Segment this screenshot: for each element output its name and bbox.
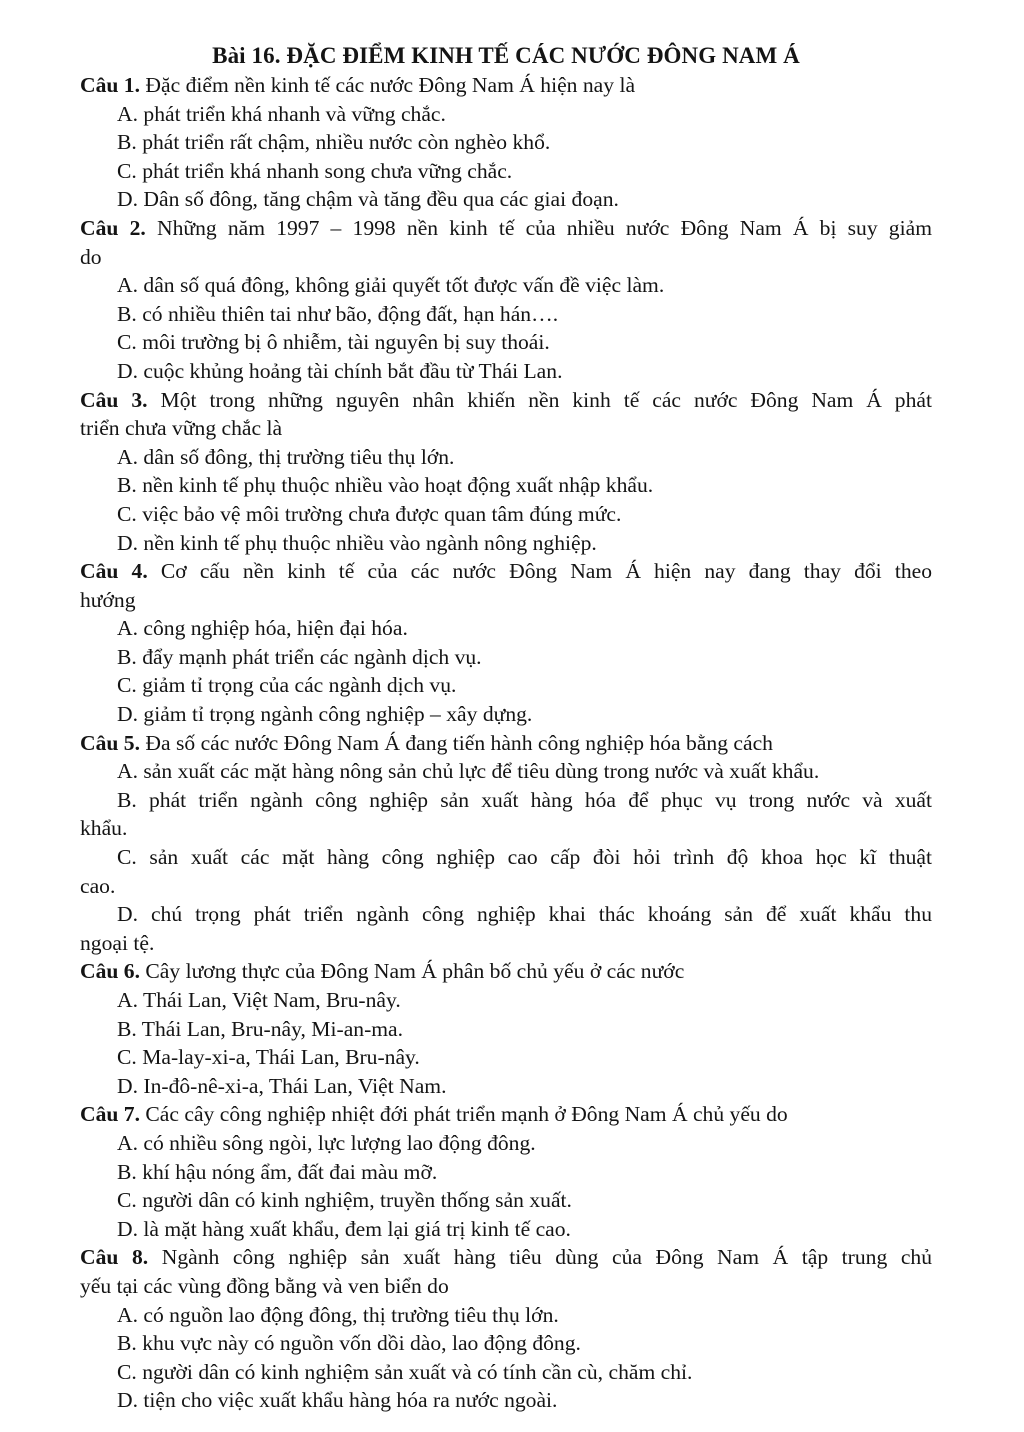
- answer-option-text: A. phát triển khá nhanh và vững chắc.: [117, 101, 446, 126]
- answer-option-text: D. chú trọng phát triển ngành công nghiệp khai thác khoáng sản để xuất khẩu thu: [117, 902, 932, 927]
- answer-option-text: D. giảm tỉ trọng ngành công nghiệp – xây dựng.: [117, 702, 533, 727]
- answer-option-line: [80, 872, 932, 901]
- answer-option-line: [80, 185, 932, 214]
- question-block: [80, 214, 932, 386]
- answer-option-line: [80, 757, 932, 786]
- answer-option-text: C. sản xuất các mặt hàng công nghiệp cao cấp đòi hỏi trình độ khoa học kĩ thuật: [117, 845, 932, 870]
- question-stem-text: Ngành công nghiệp sản xuất hàng tiêu dùng của Đông Nam Á tập trung chủ: [161, 1245, 932, 1270]
- question-block: [80, 1243, 932, 1415]
- answer-option-line: [80, 1158, 932, 1187]
- answer-option-text: D. là mặt hàng xuất khẩu, đem lại giá trị kinh tế cao.: [117, 1216, 571, 1241]
- question-stem-line: [80, 729, 932, 758]
- question-stem-line: [80, 386, 932, 415]
- question-stem-line: [80, 71, 932, 100]
- answer-option-text: C. người dân có kinh nghiệm, truyền thống sản xuất.: [117, 1188, 572, 1213]
- answer-option-line: [80, 643, 932, 672]
- question-stem-text: Cơ cấu nền kinh tế của các nước Đông Nam Á hiện nay đang thay đổi theo: [160, 559, 932, 584]
- answer-option-text: A. có nguồn lao động đông, thị trường tiêu thụ lớn.: [117, 1302, 559, 1327]
- answer-option-text: khẩu.: [80, 816, 128, 841]
- question-stem-line: [80, 214, 932, 243]
- question-stem-line: [80, 1272, 932, 1301]
- answer-option-line: [80, 157, 932, 186]
- question-stem-text: hướng: [80, 587, 136, 612]
- answer-option-text: C. môi trường bị ô nhiễm, tài nguyên bị suy thoái.: [117, 330, 550, 355]
- answer-option-text: D. tiện cho việc xuất khẩu hàng hóa ra nước ngoài.: [117, 1388, 558, 1413]
- answer-option-text: C. việc bảo vệ môi trường chưa được quan tâm đúng mức.: [117, 501, 622, 526]
- answer-option-text: C. giảm tỉ trọng của các ngành dịch vụ.: [117, 673, 457, 698]
- question-stem-line: [80, 586, 932, 615]
- question-number: Câu 8.: [80, 1245, 149, 1270]
- question-number: Câu 1.: [80, 73, 140, 97]
- question-number: Câu 3.: [80, 387, 148, 412]
- question-stem-text: Cây lương thực của Đông Nam Á phân bố chủ yếu ở các nước: [145, 959, 685, 984]
- question-list: [80, 71, 932, 1415]
- answer-option-text: B. phát triển rất chậm, nhiều nước còn nghèo khổ.: [117, 130, 551, 155]
- answer-option-text: B. đẩy mạnh phát triển các ngành dịch vụ.: [117, 644, 482, 669]
- answer-option-line: [80, 443, 932, 472]
- question-stem-line: [80, 414, 932, 443]
- question-number: Câu 6.: [80, 959, 140, 984]
- question-block: [80, 957, 932, 1100]
- answer-option-line: [80, 1301, 932, 1330]
- question-number: Câu 5.: [80, 730, 140, 755]
- answer-option-line: [80, 986, 932, 1015]
- answer-option-text: ngoại tệ.: [80, 930, 155, 955]
- question-block: [80, 557, 932, 729]
- answer-option-text: D. In-đô-nê-xi-a, Thái Lan, Việt Nam.: [117, 1073, 447, 1098]
- answer-option-line: [80, 529, 932, 558]
- question-stem-text: Một trong những nguyên nhân khiến nền kinh tế các nước Đông Nam Á phát: [160, 387, 932, 412]
- answer-option-text: B. nền kinh tế phụ thuộc nhiều vào hoạt động xuất nhập khẩu.: [117, 473, 654, 498]
- answer-option-line: [80, 1129, 932, 1158]
- answer-option-line: [80, 700, 932, 729]
- answer-option-line: [80, 500, 932, 529]
- document-title: Bài 16. ĐẶC ĐIỂM KINH TẾ CÁC NƯỚC ĐÔNG NAM Á: [212, 43, 800, 68]
- answer-option-line: [80, 271, 932, 300]
- answer-option-line: [80, 900, 932, 929]
- question-stem-line: [80, 557, 932, 586]
- answer-option-line: [80, 357, 932, 386]
- answer-option-text: A. dân số đông, thị trường tiêu thụ lớn.: [117, 444, 455, 469]
- question-stem-text: triển chưa vững chắc là: [80, 416, 283, 441]
- answer-option-line: [80, 1358, 932, 1387]
- question-stem-text: Đặc điểm nền kinh tế các nước Đông Nam Á hiện nay là: [145, 73, 636, 97]
- question-block: [80, 1100, 932, 1243]
- answer-option-line: [80, 1215, 932, 1244]
- answer-option-text: D. cuộc khủng hoảng tài chính bắt đầu từ Thái Lan.: [117, 358, 563, 383]
- answer-option-line: [80, 300, 932, 329]
- answer-option-text: C. Ma-lay-xi-a, Thái Lan, Bru-nây.: [117, 1045, 420, 1070]
- question-stem-text: do: [80, 244, 102, 269]
- answer-option-line: [80, 1072, 932, 1101]
- answer-option-text: D. nền kinh tế phụ thuộc nhiều vào ngành nông nghiệp.: [117, 530, 597, 555]
- answer-option-text: B. khí hậu nóng ẩm, đất đai màu mỡ.: [117, 1159, 438, 1184]
- answer-option-line: [80, 128, 932, 157]
- answer-option-line: [80, 614, 932, 643]
- question-block: [80, 71, 932, 214]
- answer-option-text: B. khu vực này có nguồn vốn dồi dào, lao động đông.: [117, 1331, 581, 1356]
- answer-option-text: A. công nghiệp hóa, hiện đại hóa.: [117, 616, 408, 641]
- answer-option-line: [80, 814, 932, 843]
- answer-option-line: [80, 1015, 932, 1044]
- question-block: [80, 729, 932, 958]
- question-number: Câu 2.: [80, 215, 146, 240]
- question-stem-line: [80, 957, 932, 986]
- answer-option-text: C. phát triển khá nhanh song chưa vững chắc.: [117, 158, 513, 183]
- question-stem-text: Các cây công nghiệp nhiệt đới phát triển mạnh ở Đông Nam Á chủ yếu do: [145, 1102, 788, 1127]
- answer-option-text: A. sản xuất các mặt hàng nông sản chủ lực để tiêu dùng trong nước và xuất khẩu.: [117, 759, 820, 784]
- answer-option-line: [80, 843, 932, 872]
- question-stem-line: [80, 243, 932, 272]
- answer-option-text: C. người dân có kinh nghiệm sản xuất và có tính cần cù, chăm chỉ.: [117, 1359, 693, 1384]
- answer-option-text: A. Thái Lan, Việt Nam, Bru-nây.: [117, 988, 401, 1012]
- question-stem-text: Những năm 1997 – 1998 nền kinh tế của nhiều nước Đông Nam Á bị suy giảm: [156, 215, 932, 240]
- answer-option-line: [80, 471, 932, 500]
- question-stem-text: Đa số các nước Đông Nam Á đang tiến hành công nghiệp hóa bằng cách: [145, 730, 773, 755]
- answer-option-line: [80, 1186, 932, 1215]
- answer-option-text: A. dân số quá đông, không giải quyết tốt được vấn đề việc làm.: [117, 273, 665, 298]
- answer-option-text: A. có nhiều sông ngòi, lực lượng lao động đông.: [117, 1130, 536, 1155]
- question-stem-line: [80, 1243, 932, 1272]
- answer-option-text: cao.: [80, 873, 116, 898]
- answer-option-line: [80, 100, 932, 129]
- question-stem-text: yếu tại các vùng đồng bằng và ven biển do: [80, 1273, 449, 1298]
- answer-option-line: [80, 1386, 932, 1415]
- answer-option-line: [80, 786, 932, 815]
- question-number: Câu 7.: [80, 1102, 140, 1127]
- answer-option-text: B. có nhiều thiên tai như bão, động đất, hạn hán….: [117, 301, 559, 326]
- answer-option-line: [80, 1043, 932, 1072]
- answer-option-line: [80, 929, 932, 958]
- question-block: [80, 386, 932, 558]
- answer-option-line: [80, 1329, 932, 1358]
- answer-option-text: D. Dân số đông, tăng chậm và tăng đều qua các giai đoạn.: [117, 187, 619, 212]
- answer-option-line: [80, 671, 932, 700]
- answer-option-text: B. phát triển ngành công nghiệp sản xuất hàng hóa để phục vụ trong nước và xuất: [117, 787, 932, 812]
- answer-option-text: B. Thái Lan, Bru-nây, Mi-an-ma.: [117, 1016, 404, 1041]
- question-number: Câu 4.: [80, 559, 148, 584]
- question-stem-line: [80, 1100, 932, 1129]
- answer-option-line: [80, 328, 932, 357]
